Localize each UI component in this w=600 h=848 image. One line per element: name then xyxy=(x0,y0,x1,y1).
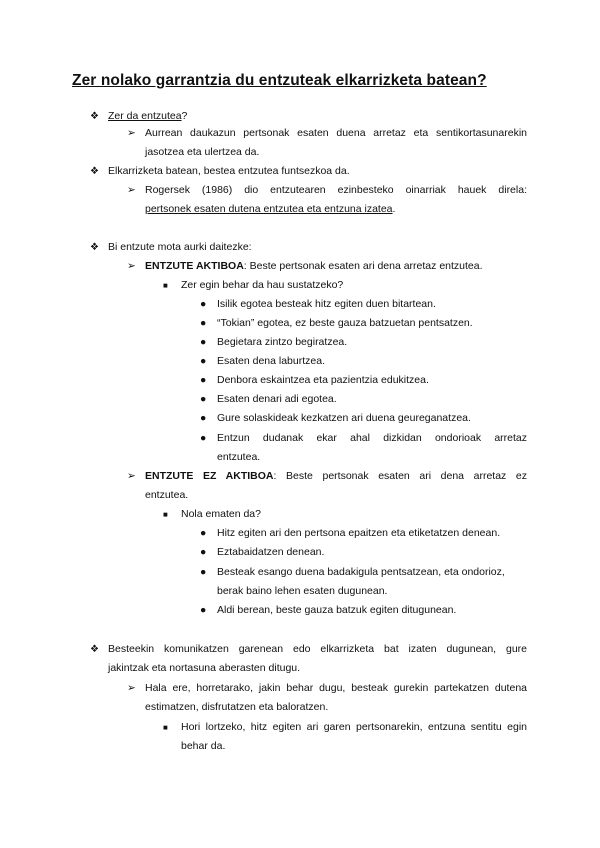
active-listening-line xyxy=(145,260,483,273)
achieve-line-1: Hori lortzeko, hitz egiten ari garen pertsonarekin, entzuna sentitu egin xyxy=(181,721,527,733)
active-listening-definition: : Beste pertsonak esaten ari dena arretaz entzutea. xyxy=(243,260,483,272)
arrow-bullet-icon: ➢ xyxy=(127,260,136,272)
active-item: Begietara zintzo begiratzea. xyxy=(217,336,348,348)
square-bullet-icon: ■ xyxy=(163,723,168,732)
achieve-line-2: behar da. xyxy=(181,740,226,752)
rogers-line-1: Rogersek (1986) dio entzutearen ezinbesteko oinarriak hauek direla: xyxy=(145,184,527,196)
dot-bullet-icon: ● xyxy=(200,298,207,310)
rogers-line-2 xyxy=(145,203,395,216)
active-item: Esaten denari adi egotea. xyxy=(217,393,337,405)
non-active-item-line-2: berak baino lehen esaten dugunean. xyxy=(217,585,388,597)
active-item: Gure solaskideak kezkatzen ari duena geureganatzea. xyxy=(217,412,471,424)
non-active-listening-line xyxy=(145,470,527,483)
active-listening-label: ENTZUTE AKTIBOA xyxy=(145,260,244,272)
arrow-bullet-icon: ➢ xyxy=(127,127,136,139)
dot-bullet-icon: ● xyxy=(200,432,207,444)
dot-bullet-icon: ● xyxy=(200,527,207,539)
non-active-line-2: entzutea. xyxy=(145,489,189,501)
question-link: Zer da entzutea xyxy=(108,110,182,122)
conversation-statement: Elkarrizketa batean, bestea entzutea funtsezkoa da. xyxy=(108,165,350,177)
square-bullet-icon: ■ xyxy=(163,510,168,519)
rogers-underlined-quote: pertsonek esaten dutena entzutea eta entzuna izatea xyxy=(145,203,393,215)
active-item: Esaten dena laburtzea. xyxy=(217,355,325,367)
arrow-bullet-icon: ➢ xyxy=(127,470,136,482)
square-bullet-icon: ■ xyxy=(163,281,168,290)
dot-bullet-icon: ● xyxy=(200,374,207,386)
non-active-item: Eztabaidatzen denean. xyxy=(217,546,325,558)
question-what-is-listening xyxy=(108,110,187,123)
page-title: Zer nolako garrantzia du entzuteak elkarrizketa batean? xyxy=(72,72,487,89)
question-mark: ? xyxy=(181,110,188,122)
however-line-2: estimatzen, disfrutatzen eta baloratzen. xyxy=(145,701,329,713)
definition-line-2: jasotzea eta ulertzea da. xyxy=(145,146,260,158)
active-item-last-line-1: Entzun dudanak ekar ahal dizkidan ondorioak arretaz xyxy=(217,432,527,444)
arrow-bullet-icon: ➢ xyxy=(127,184,136,196)
non-active-listening-label: ENTZUTE EZ AKTIBOA xyxy=(145,470,274,482)
dot-bullet-icon: ● xyxy=(200,566,207,578)
non-active-definition: : Beste pertsonak esaten ari dena arretaz ez xyxy=(273,470,527,482)
dot-bullet-icon: ● xyxy=(200,317,207,329)
rogers-period: . xyxy=(392,203,396,215)
dot-bullet-icon: ● xyxy=(200,355,207,367)
communication-line-2: jakintzak eta nortasuna aberasten ditugu. xyxy=(108,662,301,674)
dot-bullet-icon: ● xyxy=(200,336,207,348)
active-question: Zer egin behar da hau sustatzeko? xyxy=(181,279,344,291)
dot-bullet-icon: ● xyxy=(200,546,207,558)
non-active-item-line-1: Besteak esango duena badakigula pentsatzean, eta ondorioz, xyxy=(217,566,505,578)
active-item-last-line-2: entzutea. xyxy=(217,451,261,463)
diamond-bullet-icon: ❖ xyxy=(90,111,99,122)
non-active-item: Aldi berean, beste gauza batzuk egiten ditugunean. xyxy=(217,604,457,616)
dot-bullet-icon: ● xyxy=(200,393,207,405)
diamond-bullet-icon: ❖ xyxy=(90,166,99,177)
dot-bullet-icon: ● xyxy=(200,412,207,424)
definition-line-1: Aurrean daukazun pertsonak esaten duena arretaz eta sentikortasunarekin xyxy=(145,127,527,139)
however-line-1: Hala ere, horretarako, jakin behar dugu, besteak gurekin partekatzen dutena xyxy=(145,682,527,694)
dot-bullet-icon: ● xyxy=(200,604,207,616)
diamond-bullet-icon: ❖ xyxy=(90,644,99,655)
active-item: Isilik egotea besteak hitz egiten duen bitartean. xyxy=(217,298,436,310)
diamond-bullet-icon: ❖ xyxy=(90,242,99,253)
two-types-statement: Bi entzute mota aurki daitezke: xyxy=(108,241,252,253)
arrow-bullet-icon: ➢ xyxy=(127,682,136,694)
active-item: “Tokian” egotea, ez beste gauza batzuetan pentsatzen. xyxy=(217,317,473,329)
active-item: Denbora eskaintzea eta pazientzia edukitzea. xyxy=(217,374,429,386)
non-active-item: Hitz egiten ari den pertsona epaitzen eta etiketatzen denean. xyxy=(217,527,501,539)
communication-line-1: Besteekin komunikatzen garenean edo elkarrizketa bat izaten dugunean, gure xyxy=(108,643,527,655)
non-active-question: Nola ematen da? xyxy=(181,508,261,520)
